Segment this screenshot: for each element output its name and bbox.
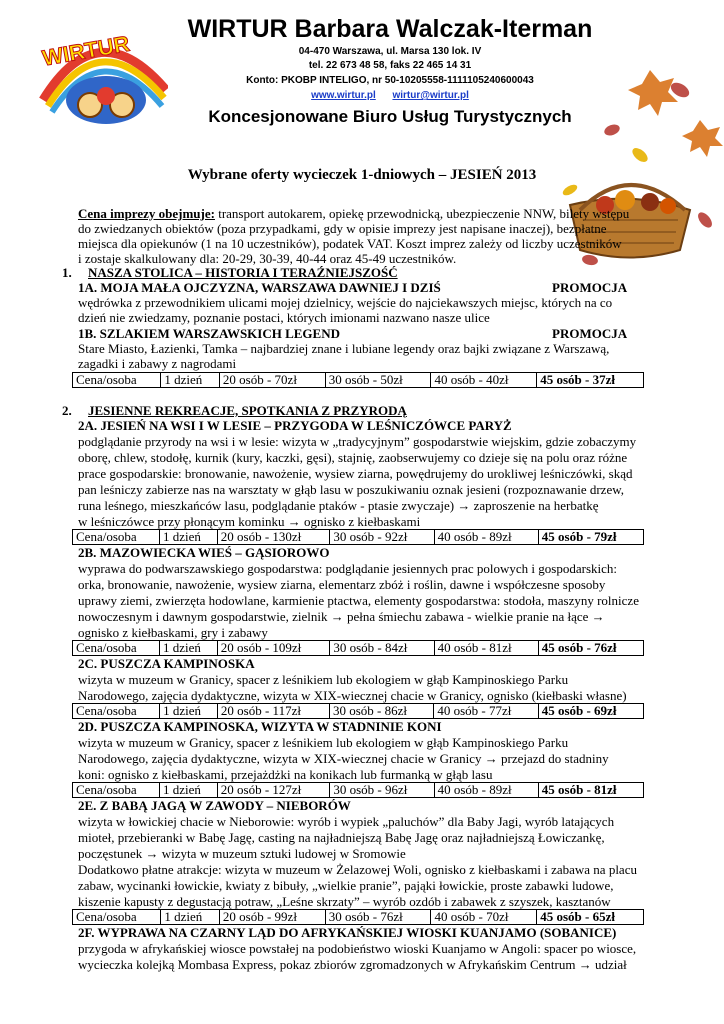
price-20: 20 osób - 70zł [219,373,325,388]
offer-2c-desc: Narodowego, zajęcia dydaktyczne, wizyta w XIX-wiecznej chacie w Granicy, ognisko (kiełbaski własne) [78,688,627,703]
price-40: 40 osób - 81zł [434,641,538,656]
offer-2d-desc: wizyta w muzeum w Granicy, spacer z leśnikiem lub ekologiem w głąb Kampinoskiego Parku [78,735,569,750]
price-45: 45 osób - 79zł [538,530,643,545]
offer-2f-title: 2F. WYPRAWA NA CZARNY LĄD DO AFRYKAŃSKIEJ WIOSKI KUANJAMO (SOBANICE) [78,925,617,940]
offer-1a-desc: dzień nie zwiedzamy, poznanie postaci, których imionami nazwano nasze ulice [78,310,490,325]
price-duration: 1 dzień [160,641,218,656]
price-20: 20 osób - 127zł [217,783,330,798]
price-45: 45 osób - 69zł [538,704,643,719]
section-1-title: NASZA STOLICA – HISTORIA I TERAŹNIEJSZOŚĆ [88,265,398,280]
price-label: Cena/osoba [73,910,161,925]
offer-2e-title: 2E. Z BABĄ JAGĄ W ZAWODY – NIEBORÓW [78,798,351,813]
price-30: 30 osób - 86zł [330,704,434,719]
offer-2f-desc: przygoda w afrykańskiej wiosce powstałej na podobieństwo wioski Kuanjamo w Angoli: spacer po wiosce, [78,941,637,956]
bank-account: Konto: PKOBP INTELIGO, nr 50-10205558-1111105240600043 [246,75,534,86]
offer-2a-desc: oborę, chlew, stodołę, kurnik (kury, kaczki, gęsi), stajnię, zaobserwujemy co dzieje się na polu oraz różne [78,450,628,465]
offer-2c-desc: wizyta w muzeum w Granicy, spacer z leśnikiem lub ekologiem w głąb Kampinoskiego Parku [78,672,569,687]
offer-2b-desc: nowoczesnym i dawnym gospodarstwie, zielnik → pełna śmiechu zabawa - wielkie pranie na łące → [78,609,605,624]
agency-tagline: Koncesjonowane Biuro Usług Turystycznych [208,107,572,126]
website-link[interactable]: www.wirtur.pl [311,90,376,101]
price-duration: 1 dzień [161,373,220,388]
offer-2a-desc: podglądanie przyrody na wsi i w lesie: wizyta w „tradycyjnym” gospodarstwie wiejskim, gdzie zobaczymy [78,434,637,449]
intro-label: Cena imprezy obejmuje: [78,206,215,221]
offer-2d-desc: Narodowego, zajęcia dydaktyczne, wizyta w XIX-wiecznej chacie w Granicy → przejazd do stadniny [78,751,609,766]
price-label: Cena/osoba [73,530,160,545]
price-duration: 1 dzień [161,910,220,925]
price-40: 40 osób - 77zł [434,704,538,719]
price-45: 45 osób - 65zł [537,910,644,925]
offer-2a-title: 2A. JESIEŃ NA WSI I W LESIE – PRZYGODA W LEŚNICZÓWCE PARYŻ [78,418,512,433]
price-label: Cena/osoba [73,641,160,656]
offer-2a-desc: w leśniczówce przy płonącym kominku → ognisko z kiełbaskami [78,514,421,529]
price-30: 30 osób - 50zł [325,373,431,388]
price-45: 45 osób - 37zł [537,373,644,388]
offer-2f-desc: wycieczka kolejką Mombasa Express, pokaz zbiorów zgromadzonych w Afrykańskim Centrum → udział [78,957,627,972]
intro-line-3: miejsca dla opiekunów (1 na 10 uczestników), podatek VAT. Koszt imprez zależy od liczby uczestników [78,236,622,251]
offer-2e-desc: mioteł, przebieranki w Babę Jagę, casting na najładniejszą Babę Jagę oraz najładniejszą Łowiczankę, [78,830,605,845]
price-table-2b [72,640,644,656]
section-2-number: 2. [62,403,72,418]
offer-2a-desc: runa leśnego, mieszkańców lasu, podglądanie ptaków - ptasie zwyczaje) → zaproszenie na herbatkę [78,498,599,513]
document-title: Wybrane oferty wycieczek 1-dniowych – JESIEŃ 2013 [187,167,537,183]
price-20: 20 osób - 130zł [217,530,330,545]
price-20: 20 osób - 109zł [217,641,330,656]
email-link[interactable]: wirtur@wirtur.pl [392,90,469,101]
offer-2e-desc: zabaw, wycinanki łowickie, kwiaty z bibuły, „wielkie pranie”, pająki łowickie, proste zabawki ludowe, [78,878,614,893]
price-30: 30 osób - 96zł [330,783,434,798]
intro-line-2: do zwiedzanych obiektów (poza przypadkami, gdy w opisie imprezy jest napisane inaczej), bezpłatne [78,221,607,236]
offer-2d-desc: koni: ognisko z kiełbaskami, przejażdżki na konikach lub furmanką w głąb lasu [78,767,493,782]
offer-2b-desc: ognisko z kiełbaskami, gry i zabawy [78,625,268,640]
offer-1b-desc: zagadki i zabawy z nagrodami [78,356,237,371]
price-label: Cena/osoba [73,373,161,388]
price-40: 40 osób - 89zł [434,783,538,798]
price-45: 45 osób - 76zł [538,641,643,656]
company-address: 04-470 Warszawa, ul. Marsa 130 lok. IV [298,46,482,57]
offer-1b-desc: Stare Miasto, Łazienki, Tamka – najbardziej znane i lubiane legendy oraz bajki związane z Warszawą, [78,341,610,356]
offer-2d-title: 2D. PUSZCZA KAMPINOSKA, WIZYTA W STADNINIE KONI [78,719,442,734]
section-1-number: 1. [62,265,72,280]
offer-1b-title: 1B. SZLAKIEM WARSZAWSKICH LEGEND [78,326,340,341]
contact-links [150,89,630,102]
price-table-2c [72,703,644,719]
price-label: Cena/osoba [73,704,160,719]
offer-1a-title: 1A. MOJA MAŁA OJCZYZNA, WARSZAWA DAWNIEJ I DZIŚ [78,280,441,295]
price-table-2e [72,909,644,925]
offer-1b-promo: PROMOCJA [552,326,628,341]
price-30: 30 osób - 76zł [325,910,431,925]
price-table-2d [72,782,644,798]
offer-1a-desc: wędrówka z przewodnikiem ulicami mojej dzielnicy, wejście do najciekawszych miejsc, których na co [78,295,613,310]
offer-1a-promo: PROMOCJA [552,280,628,295]
logo-text: WIRTUR [40,30,132,71]
price-table-2a [72,529,644,545]
section-2-title: JESIENNE REKREACJE, SPOTKANIA Z PRZYRODĄ [88,403,407,418]
offer-2b-desc: uprawy ziemi, zwierzęta hodowlane, karmienie ptactwa, elementy gospodarstwa: stodoła, maszyny rolnicze [78,593,639,608]
offer-2e-desc: kiszenie kapusty z degustacją potraw, „Leśne skrzaty” – wyrób ozdób i zabawek z szyszek, kasztanów [78,894,611,909]
offer-2e-desc: poczęstunek → wizyta w muzeum sztuki ludowej w Sromowie [78,846,406,861]
price-table-1b [72,372,644,388]
price-20: 20 osób - 99zł [219,910,325,925]
intro-line-4: i zostaje skalkulowany dla: 20-29, 30-39, 40-44 oraz 45-49 uczestników. [78,251,457,266]
price-45: 45 osób - 81zł [538,783,643,798]
offer-2a-desc: prace gospodarskie: bronowanie, nawożenie, wysiew ziarna, powędrujemy do urokliwej leśniczówki, skąd [78,466,633,481]
price-40: 40 osób - 40zł [431,373,537,388]
price-20: 20 osób - 117zł [217,704,329,719]
price-label: Cena/osoba [73,783,160,798]
price-40: 40 osób - 70zł [431,910,537,925]
offer-2c-title: 2C. PUSZCZA KAMPINOSKA [78,656,255,671]
price-30: 30 osób - 92zł [330,530,434,545]
company-name: WIRTUR Barbara Walczak-Iterman [187,15,593,43]
company-phone: tel. 22 673 48 58, faks 22 465 14 31 [308,60,472,71]
offer-2b-desc: orka, bronowanie, nawożenie, wysiew ziarna, elementarz zbóż i roślin, dawne i współczesne sposoby [78,577,606,592]
intro-line-1: Cena imprezy obejmuje: transport autokarem, opiekę przewodnicką, ubezpieczenie NNW, bilety wstępu [78,206,630,221]
price-30: 30 osób - 84zł [330,641,434,656]
offer-2a-desc: pan leśniczy zabierze nas na warsztaty w głąb lasu w poszukiwaniu oznak jesieni (rozpoznawanie drzew, [78,482,625,497]
price-duration: 1 dzień [160,783,218,798]
offer-2b-desc: wyprawa do podwarszawskiego gospodarstwa: podglądanie jesiennych prac polowych i gospodarskich: [78,561,617,576]
offer-2e-desc: wizyta w łowickiej chacie w Nieborowie: wyrób i wypiek „paluchów” dla Baby Jagi, wyrób latających [78,814,615,829]
offer-2e-desc: Dodatkowo płatne atrakcje: wizyta w muzeum w Żelazowej Woli, ognisko z kiełbaskami i zabawa na placu [78,862,637,877]
price-40: 40 osób - 89zł [434,530,538,545]
offer-2b-title: 2B. MAZOWIECKA WIEŚ – GĄSIOROWO [78,545,330,560]
price-duration: 1 dzień [160,704,218,719]
price-duration: 1 dzień [160,530,218,545]
